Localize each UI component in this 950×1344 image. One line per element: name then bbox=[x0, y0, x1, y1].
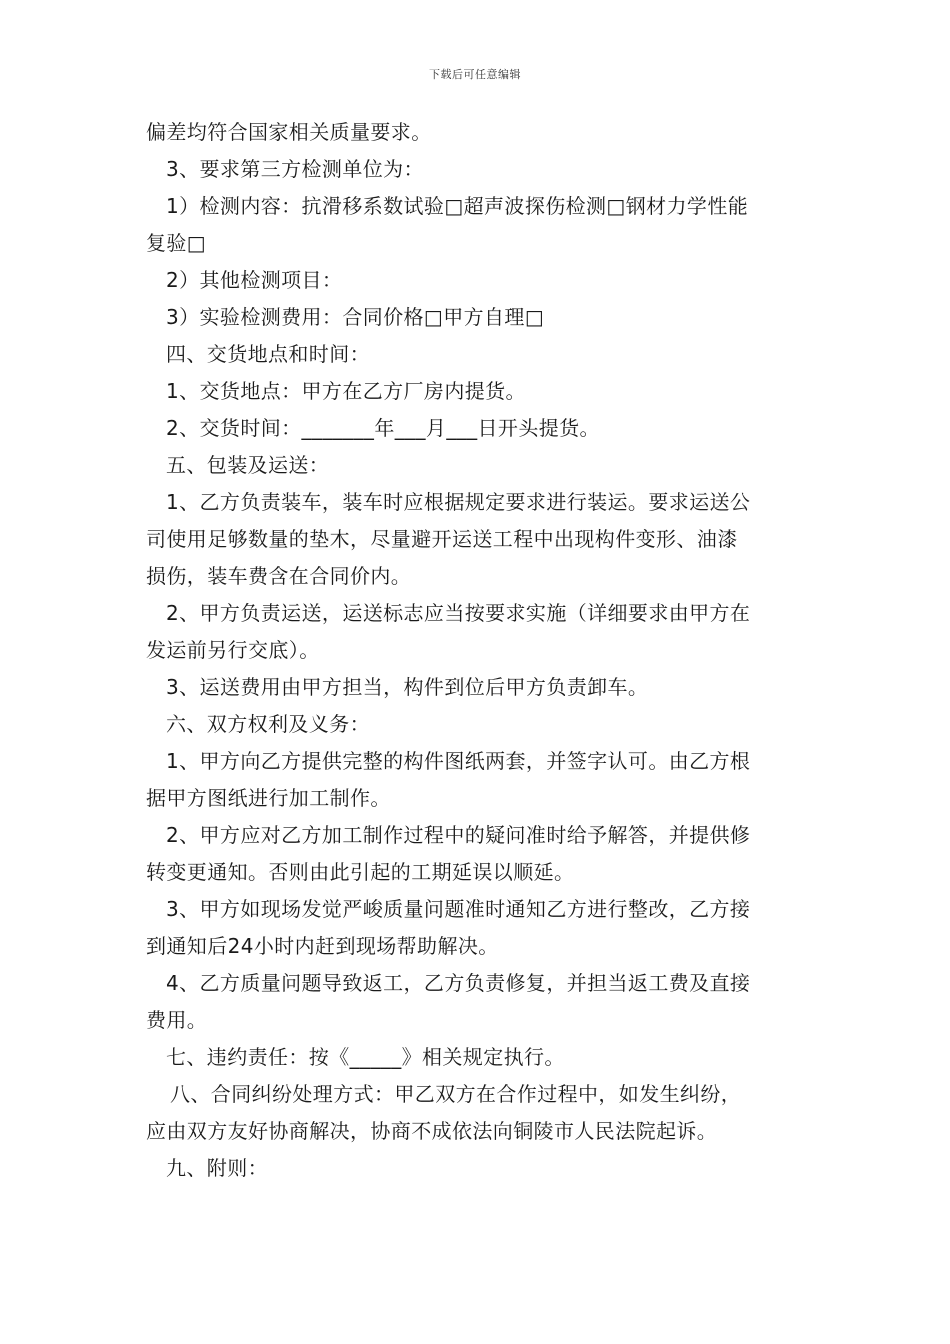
text-line: 九、附则： bbox=[166, 1156, 268, 1180]
text-line: 四、交货地点和时间： bbox=[166, 342, 370, 366]
text-line: 六、双方权利及义务： bbox=[166, 712, 370, 736]
text-line: 到通知后24小时内赶到现场帮助解决。 bbox=[146, 934, 499, 958]
document-body bbox=[146, 114, 810, 1187]
text-line: 2、甲方应对乙方加工制作过程中的疑问准时给予解答，并提供修 bbox=[166, 823, 751, 847]
page-header: 下载后可任意编辑 bbox=[429, 68, 521, 81]
text-line: 五、包装及运送： bbox=[166, 453, 330, 477]
text-line: 发运前另行交底）。 bbox=[146, 638, 320, 662]
text-line: 应由双方友好协商解决，协商不成依法向铜陵市人民法院起诉。 bbox=[146, 1119, 718, 1143]
text-line: 损伤，装车费含在合同价内。 bbox=[146, 564, 412, 588]
text-line: 七、违约责任：按《_____》相关规定执行。 bbox=[166, 1045, 565, 1069]
text-line: 1）检测内容：抗滑移系数试验□超声波探伤检测□钢材力学性能 bbox=[166, 194, 749, 218]
text-line: 2、交货时间：_______年___月___日开头提货。 bbox=[166, 416, 600, 440]
text-line: 八、合同纠纷处理方式：甲乙双方在合作过程中，如发生纠纷， bbox=[170, 1082, 742, 1106]
text-line: 据甲方图纸进行加工制作。 bbox=[146, 786, 391, 810]
text-line: 3）实验检测费用：合同价格□甲方自理□ bbox=[166, 305, 545, 329]
text-line: 2）其他检测项目： bbox=[166, 268, 343, 292]
text-line: 3、要求第三方检测单位为： bbox=[166, 157, 424, 181]
text-line: 3、运送费用由甲方担当，构件到位后甲方负责卸车。 bbox=[166, 675, 649, 699]
text-line: 1、交货地点：甲方在乙方厂房内提货。 bbox=[166, 379, 526, 403]
text-line: 3、甲方如现场发觉严峻质量问题准时通知乙方进行整改，乙方接 bbox=[166, 897, 751, 921]
text-line: 转变更通知。否则由此引起的工期延误以顺延。 bbox=[146, 860, 575, 884]
text-line: 1、乙方负责装车，装车时应根据规定要求进行装运。要求运送公 bbox=[166, 490, 751, 514]
text-line: 复验□ bbox=[146, 231, 207, 255]
text-line: 司使用足够数量的垫木，尽量避开运送工程中出现构件变形、油漆 bbox=[146, 527, 738, 551]
text-line: 4、乙方质量问题导致返工，乙方负责修复，并担当返工费及直接 bbox=[166, 971, 751, 995]
text-line: 偏差均符合国家相关质量要求。 bbox=[146, 120, 432, 144]
text-line: 2、甲方负责运送，运送标志应当按要求实施（详细要求由甲方在 bbox=[166, 601, 751, 625]
text-line: 1、甲方向乙方提供完整的构件图纸两套，并签字认可。由乙方根 bbox=[166, 749, 751, 773]
text-line: 费用。 bbox=[146, 1008, 208, 1032]
